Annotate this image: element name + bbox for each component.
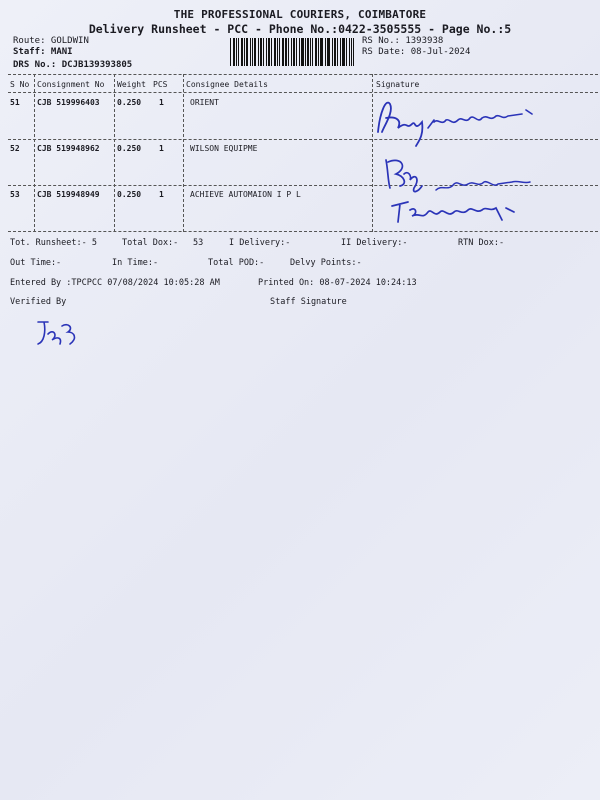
row-pcs: 1 [159, 98, 164, 107]
col-consignee: Consignee Details [186, 80, 268, 89]
row-consignment: CJB 519948949 [37, 190, 100, 199]
company-title: THE PROFESSIONAL COURIERS, COIMBATORE [173, 8, 427, 21]
total-dox-label: Total Dox:- [122, 238, 179, 248]
total-dox-value: 53 [193, 238, 204, 248]
verified-by-signature [34, 316, 84, 350]
col-consignment: Consignment No [37, 80, 105, 89]
row-consignment: CJB 519948962 [37, 144, 100, 153]
drs-number: DRS No.: DCJB139393805 [13, 60, 133, 70]
delvy-points: Delvy Points:- [290, 258, 362, 268]
row-weight: 0.250 [117, 190, 142, 199]
barcode-image [230, 38, 356, 66]
row-sno: 53 [10, 190, 20, 199]
row-sno: 51 [10, 98, 20, 107]
out-time: Out Time:- [10, 258, 62, 268]
route-label: Route: GOLDWIN [13, 36, 89, 46]
col-weight: Weight [117, 80, 146, 89]
row-weight: 0.250 [117, 144, 142, 153]
signature-row2-handwriting [378, 150, 548, 230]
row-sno: 52 [10, 144, 20, 153]
rs-number: RS No.: 1393938 [362, 36, 444, 46]
row-consignee: WILSON EQUIPME [190, 144, 258, 153]
rtn-dox: RTN Dox:- [458, 238, 505, 248]
staff-signature-label: Staff Signature [270, 297, 347, 307]
signature-row1-handwriting [372, 92, 542, 152]
ii-delivery: II Delivery:- [341, 238, 408, 248]
runsheet-title: Delivery Runsheet - PCC - Phone No.:0422-3505555 - Page No.:5 [88, 22, 512, 36]
rs-date: RS Date: 08-Jul-2024 [362, 47, 471, 57]
row-consignee: ACHIEVE AUTOMAION I P L [190, 190, 301, 199]
row-consignment: CJB 519996403 [37, 98, 100, 107]
col-sno: S No [10, 80, 30, 89]
entered-by: Entered By :TPCPCC 07/08/2024 10:05:28 AM [10, 278, 220, 288]
row-pcs: 1 [159, 144, 164, 153]
staff-label: Staff: MANI [13, 47, 73, 57]
i-delivery: I Delivery:- [229, 238, 291, 248]
printed-on: Printed On: 08-07-2024 10:24:13 [258, 278, 417, 288]
total-pod: Total POD:- [208, 258, 265, 268]
col-signature: Signature [376, 80, 420, 89]
row-consignee: ORIENT [190, 98, 219, 107]
tot-runsheet: Tot. Runsheet:- 5 [10, 238, 97, 248]
row-pcs: 1 [159, 190, 164, 199]
row-weight: 0.250 [117, 98, 142, 107]
verified-by: Verified By [10, 297, 67, 307]
in-time: In Time:- [112, 258, 159, 268]
col-pcs: PCS [153, 80, 168, 89]
